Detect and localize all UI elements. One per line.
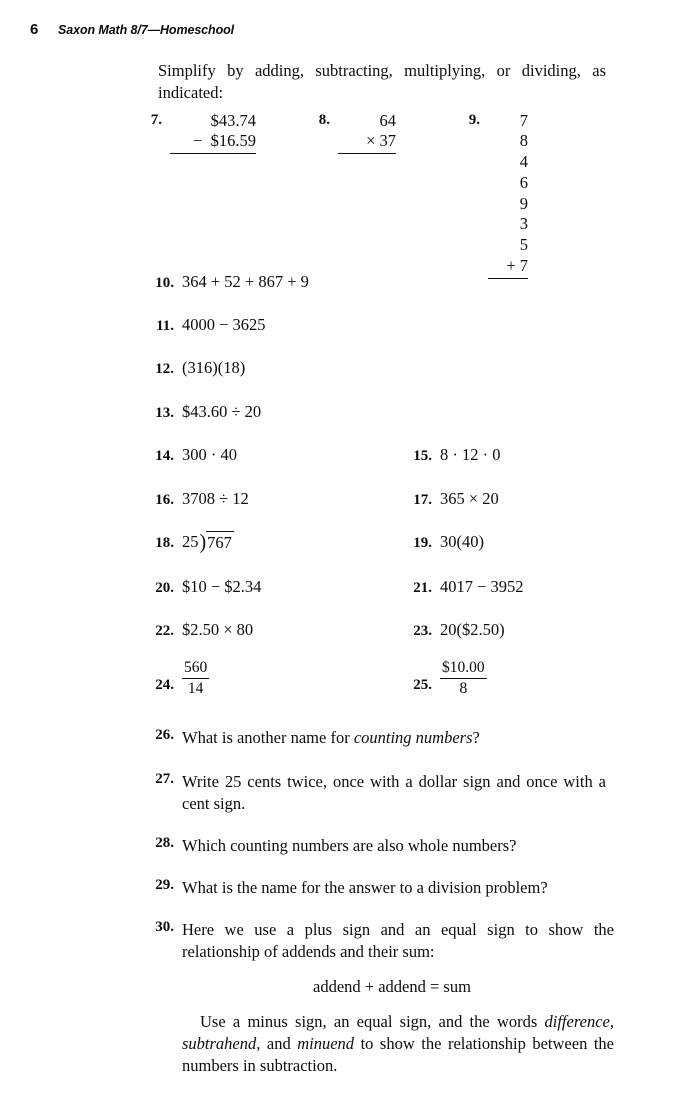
- problem-19: [390, 531, 606, 553]
- problem-number: 13.: [155, 404, 174, 421]
- problem-row-24-25: [128, 659, 606, 701]
- problem-row-16-17: [128, 488, 606, 509]
- stack-line: 4: [519, 152, 528, 172]
- problem-7-stack: [170, 111, 256, 155]
- vertical-problems-row: [128, 110, 606, 275]
- problem-30-content: [182, 919, 614, 1077]
- problem-number: 17.: [413, 491, 432, 508]
- page-body: [128, 60, 615, 1096]
- problem-28: [128, 835, 606, 857]
- problem-10: [128, 271, 606, 292]
- fraction: [440, 659, 487, 698]
- problem-8: [308, 111, 396, 155]
- stack-line: 7: [519, 110, 528, 130]
- problem-20: [128, 576, 390, 597]
- problem-29: [128, 877, 606, 899]
- problem-row-22-23: [128, 619, 606, 640]
- problem-number: 9.: [468, 111, 480, 128]
- problem-expression: [182, 659, 209, 701]
- divisor: 25: [182, 532, 199, 552]
- problem-27: [128, 771, 606, 815]
- problem-text: Which counting numbers are also whole numbers?: [182, 835, 517, 855]
- problem-number: 7.: [150, 111, 162, 128]
- problem-expression: (316)(18): [182, 358, 246, 378]
- problem-number: 21.: [413, 579, 432, 596]
- problem-expression: $10 − $2.34: [182, 576, 262, 596]
- problem-number: 26.: [155, 727, 174, 744]
- problem-18: [128, 531, 390, 553]
- stack-line: 8: [519, 131, 528, 151]
- problem-13: [128, 401, 606, 422]
- problem-intro-text: Here we use a plus sign and an equal sign to show the relationship of addends and their sum:: [182, 919, 614, 961]
- fraction-numerator: 560: [182, 659, 209, 679]
- problem-text: Write 25 cents twice, once with a dollar sign and once with a cent sign.: [182, 772, 606, 813]
- problem-expression: 30(40): [440, 532, 484, 552]
- problem-expression: 300 · 40: [182, 445, 237, 465]
- problem-expression: $2.50 × 80: [182, 620, 254, 640]
- stack-line-ruled: × 37: [338, 131, 396, 154]
- stack-line-ruled: − $16.59: [170, 131, 256, 154]
- running-head: [30, 22, 630, 42]
- page-number: 6: [30, 21, 39, 38]
- problem-9: [458, 111, 528, 279]
- problem-12: [128, 357, 606, 378]
- problem-expression: 20($2.50): [440, 620, 505, 640]
- problem-21: [390, 576, 606, 597]
- problem-expression: 364 + 52 + 867 + 9: [182, 271, 309, 291]
- display-equation: addend + addend = sum: [313, 976, 471, 996]
- problem-number: 22.: [155, 623, 174, 640]
- stack-line: 6: [519, 172, 528, 192]
- problem-text: What is the name for the answer to a division problem?: [182, 877, 548, 897]
- problem-number: 8.: [318, 111, 330, 128]
- problem-expression: 3708 ÷ 12: [182, 488, 249, 508]
- problem-26: [128, 727, 606, 749]
- stack-line: 5: [519, 235, 528, 255]
- stack-line: 64: [379, 110, 396, 130]
- problem-expression: 8 · 12 · 0: [440, 445, 501, 465]
- problem-22: [128, 619, 390, 640]
- problem-number: 28.: [155, 834, 174, 851]
- stack-line: 3: [519, 214, 528, 234]
- problem-30: [128, 918, 615, 1077]
- stack-line: $43.74: [210, 110, 256, 130]
- problem-number: 18.: [155, 535, 174, 552]
- problem-14: [128, 444, 390, 465]
- problem-number: 14.: [155, 448, 174, 465]
- problem-row-20-21: [128, 576, 606, 597]
- book-title: Saxon Math 8/7—Homeschool: [58, 23, 235, 37]
- problem-24: [128, 659, 390, 701]
- problem-expression: $43.60 ÷ 20: [182, 401, 262, 421]
- problem-number: 19.: [413, 535, 432, 552]
- fraction-numerator: $10.00: [440, 659, 487, 679]
- problem-23: [390, 619, 606, 640]
- problem-17: [390, 488, 606, 509]
- problem-7: [140, 111, 256, 155]
- problem-number: 30.: [155, 918, 174, 935]
- problem-number: 25.: [413, 677, 432, 694]
- problem-number: 15.: [413, 448, 432, 465]
- problem-number: 12.: [155, 361, 174, 378]
- division-bracket-icon: ): [199, 529, 207, 554]
- problem-9-stack: [488, 111, 528, 279]
- dividend: 767: [207, 533, 232, 553]
- problem-25: [390, 659, 606, 701]
- fraction-denominator: 8: [459, 680, 468, 698]
- long-division: [182, 531, 234, 553]
- problem-text: What is another name for counting numbers?: [182, 728, 480, 748]
- stack-line-ruled: + 7: [488, 256, 528, 279]
- problem-expression: [182, 531, 234, 553]
- problem-8-stack: [338, 111, 396, 155]
- problem-number: 23.: [413, 623, 432, 640]
- problem-expression: 365 × 20: [440, 488, 499, 508]
- problem-row-18-19: [128, 531, 606, 553]
- problem-row-14-15: [128, 444, 606, 465]
- problem-16: [128, 488, 390, 509]
- instruction-text: Simplify by adding, subtracting, multiplying, or dividing, as indicated:: [158, 61, 606, 102]
- problem-number: 29.: [155, 876, 174, 893]
- problem-15: [390, 444, 606, 465]
- stack-line: 9: [519, 193, 528, 213]
- fraction-denominator: 14: [187, 680, 204, 698]
- problem-11: [128, 314, 606, 335]
- problem-number: 10.: [155, 274, 174, 291]
- problem-number: 24.: [155, 677, 174, 694]
- fraction: [182, 659, 209, 698]
- problem-number: 27.: [155, 771, 174, 788]
- problem-number: 20.: [155, 579, 174, 596]
- problem-expression: 4000 − 3625: [182, 314, 266, 334]
- problem-closing-text: Use a minus sign, an equal sign, and the words difference, subtrahend, and minuend to show the relationship between the numbers in subtraction.: [182, 1011, 615, 1075]
- problem-number: 11.: [156, 317, 174, 334]
- problem-expression: [440, 659, 487, 701]
- problem-number: 16.: [155, 491, 174, 508]
- problem-expression: 4017 − 3952: [440, 576, 524, 596]
